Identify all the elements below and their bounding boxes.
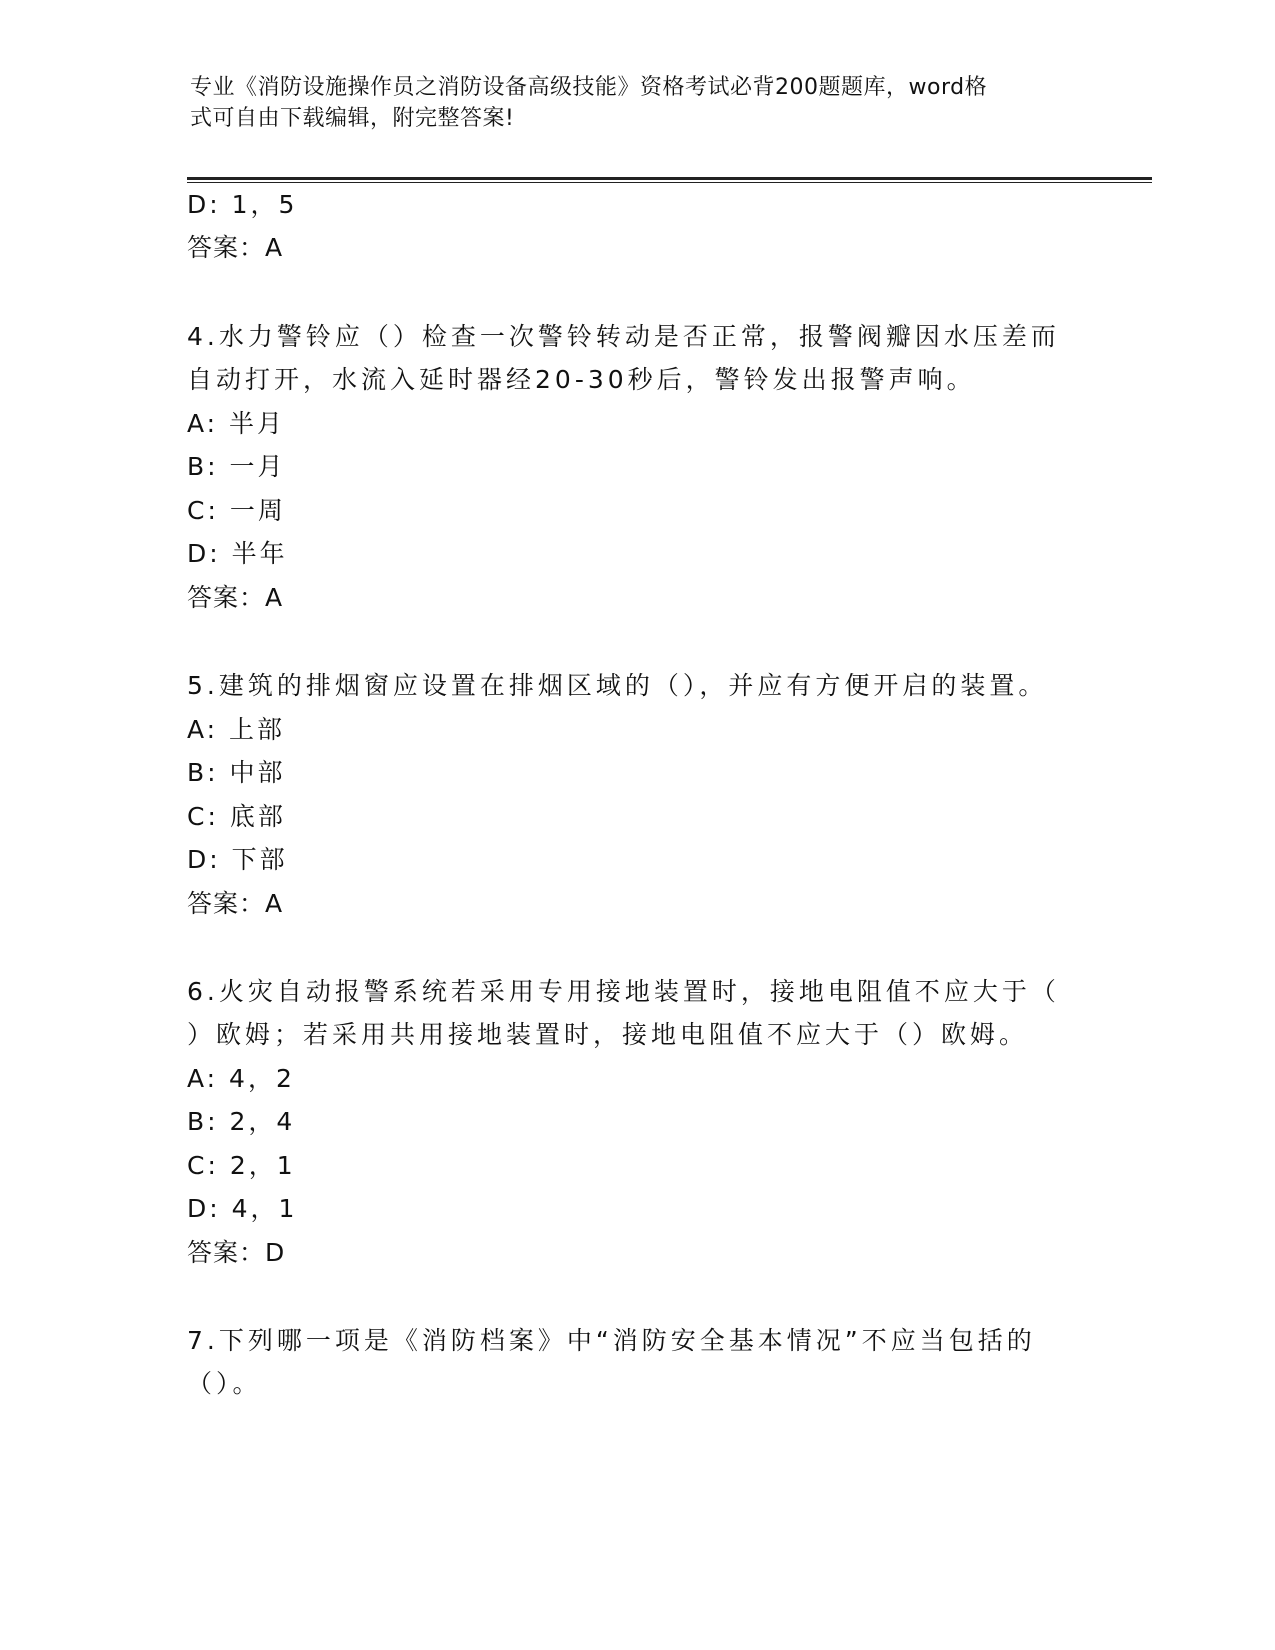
q4-option-a: A: 半月 (187, 409, 286, 438)
q4-stem-line-1: 4.水力警铃应（）检查一次警铃转动是否正常，报警阀瓣因水压差而 (187, 322, 1060, 351)
q5-option-b: B: 中部 (187, 758, 286, 787)
header-line-2: 式可自由下载编辑，附完整答案! (190, 106, 515, 131)
q6-option-a: A: 4，2 (187, 1064, 295, 1093)
header-divider-thin (187, 182, 1152, 183)
header-line-1: 专业《消防设施操作员之消防设备高级技能》资格考试必背200题题库，word格 (190, 75, 988, 100)
q4-stem-line-2: 自动打开，水流入延时器经20-30秒后，警铃发出报警声响。 (187, 365, 976, 394)
q5-answer: 答案：A (187, 889, 284, 918)
q4-option-b: B: 一月 (187, 452, 286, 481)
q5-stem-line-1: 5.建筑的排烟窗应设置在排烟区域的（），并应有方便开启的装置。 (187, 671, 1048, 700)
q4-answer: 答案：A (187, 583, 284, 612)
q4-option-c: C: 一周 (187, 496, 286, 525)
q7-stem-line-1: 7.下列哪一项是《消防档案》中“消防安全基本情况”不应当包括的 (187, 1326, 1036, 1355)
q6-stem-line-2: ）欧姆；若采用共用接地装置时，接地电阻值不应大于（）欧姆。 (187, 1020, 1029, 1049)
q6-answer: 答案：D (187, 1238, 286, 1267)
q5-option-c: C: 底部 (187, 802, 286, 831)
prev-option-d: D: 1，5 (187, 190, 298, 219)
q7-stem-line-2: （）。 (187, 1369, 262, 1398)
q5-option-a: A: 上部 (187, 715, 286, 744)
q6-option-c: C: 2，1 (187, 1151, 296, 1180)
q5-option-d: D: 下部 (187, 845, 288, 874)
prev-answer: 答案：A (187, 233, 284, 262)
header-divider-thick (187, 177, 1152, 180)
q6-option-b: B: 2，4 (187, 1107, 296, 1136)
q6-stem-line-1: 6.火灾自动报警系统若采用专用接地装置时，接地电阻值不应大于（ (187, 977, 1060, 1006)
q6-option-d: D: 4，1 (187, 1194, 298, 1223)
q4-option-d: D: 半年 (187, 539, 288, 568)
document-header (190, 72, 1070, 134)
